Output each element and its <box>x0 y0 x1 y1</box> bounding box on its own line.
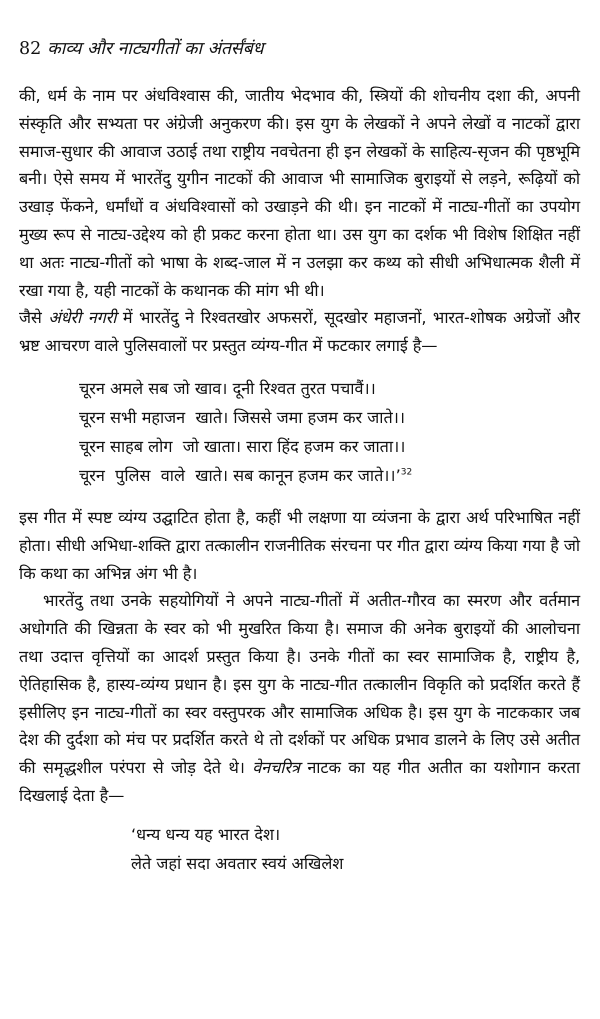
page-number: 82 <box>19 39 42 59</box>
paragraph-1-continued <box>19 304 580 360</box>
verse-quote-2 <box>131 820 580 878</box>
paragraph-1: की, धर्म के नाम पर अंधविश्वास की, जातीय भेदभाव की, स्त्रियों की शोचनीय दशा की, अपनी संस्कृति और सभ्यता पर अंग्रेजी अनुकरण की। इस युग के लेखकों ने अपने लेखों व नाटकों द्वारा समाज-सुधार की आवाज उठाई तथा राष्ट्रीय नवचेतना ही इन लेखकों के साहित्य-सृजन की पृष्ठभूमि बनी। ऐसे समय में भारतेंदु युगीन नाटकों की आवाज भी सामाजिक बुराइयों से लड़ने, रूढ़ियों को उखाड़ फेंकने, धर्मांधों व अंधविश्वासों को उखाड़ने की थी। इन नाटकों में नाट्य-गीतों का उपयोग मुख्य रूप से नाट्य-उद्देश्य को ही प्रकट करना होता था। उस युग का दर्शक भी विशेष शिक्षित नहीं था अतः नाट्य-गीतों को भाषा के शब्द-जाल में न उलझा कर कथ्य को सीधी अभिधात्मक शैली में रखा गया है, यही नाटकों के कथानक की मांग भी थी। <box>19 86 580 300</box>
verse-line: चूरन सभी महाजन खाते। जिससे जमा हजम कर जाते।। <box>79 407 405 427</box>
paragraph-3-after: नाटक का यह गीत अतीत का यशोगान करता दिखलाई देता है— <box>19 758 581 805</box>
running-title: काव्य और नाट्यगीतों का अंतर्संबंध <box>47 39 264 59</box>
verse-quote-1 <box>79 374 580 490</box>
verse-line-text: चूरन पुलिस वाले खाते। सब कानून हजम कर जाते।।’ <box>79 465 401 485</box>
paragraph-2: इस गीत में स्पष्ट व्यंग्य उद्घाटित होता है, कहीं भी लक्षणा या व्यंजना के द्वारा अर्थ परिभाषित नहीं होता। सीधी अभिधा-शक्ति द्वारा तत्कालीन राजनीतिक संरचना पर गीत द्वारा व्यंग्य किया गया है जो कि कथा का अभिन्न अंग भी है। <box>19 507 580 583</box>
footnote-marker: 32 <box>400 467 413 478</box>
verse-line: चूरन साहब लोग जो खाता। सारा हिंद हजम कर जाता।। <box>79 436 406 456</box>
play-title-venacharitra: वेनचरित्र <box>252 758 300 778</box>
running-header <box>19 38 580 60</box>
verse-line: ‘धन्य धन्य यह भारत देश। <box>131 824 281 844</box>
paragraph-3 <box>19 587 580 809</box>
paragraph-3-before: भारतेंदु तथा उनके सहयोगियों ने अपने नाट्य-गीतों में अतीत-गौरव का स्मरण और वर्तमान अधोगति की खिन्नता के स्वर को भी मुखरित किया है। समाज की अनेक बुराइयों की आलोचना तथा उदात्त वृत्तियों का आदर्श प्रस्तुत किया है। उनके गीतों का स्वर सामाजिक है, राष्ट्रीय है, ऐतिहासिक है, हास्य-व्यंग्य प्रधान है। इस युग के नाट्य-गीत तत्कालीन विकृति को प्रदर्शित करते हैं इसीलिए इन नाट्य-गीतों का स्वर वस्तुपरक और सामाजिक अधिक है। इस युग के नाटककार जब देश की दुर्दशा को मंच पर प्रदर्शित करते थे तो दर्शकों पर अधिक प्रभाव डालने के लिए उसे अतीत की समृद्धशील परंपरा से जोड़ देते थे। <box>19 591 580 778</box>
verse-line-last <box>79 461 580 490</box>
paragraph-1b-before: जैसे <box>19 308 49 328</box>
play-title-andheri-nagari: अंधेरी नगरी <box>48 308 117 328</box>
paragraph-1b-after: में भारतेंदु ने रिश्वतखोर अफसरों, सूदखोर महाजनों, भारत-शोषक अग्रेजों और भ्रष्ट आचरण वाले पुलिसवालों पर प्रस्तुत व्यंग्य-गीत में फटकार लगाई है— <box>19 308 580 356</box>
verse-line: चूरन अमले सब जो खाव। दूनी रिश्वत तुरत पचावैं।। <box>79 378 376 398</box>
verse-line: लेते जहां सदा अवतार स्वयं अखिलेश <box>131 853 344 873</box>
